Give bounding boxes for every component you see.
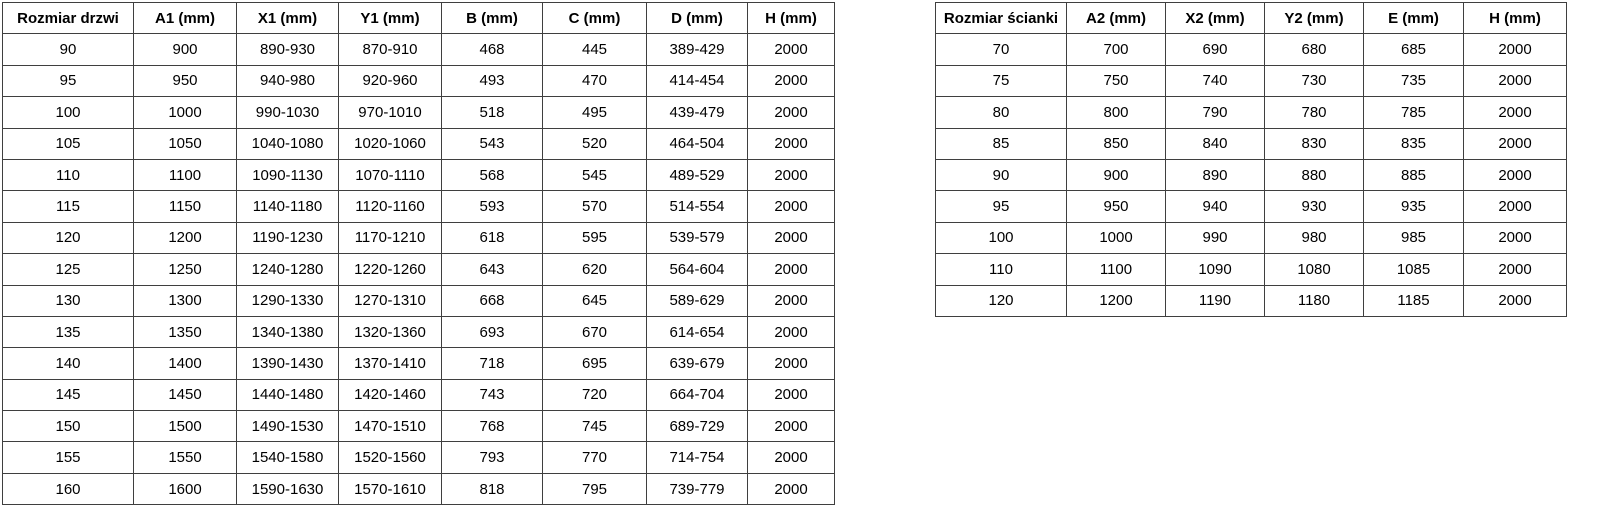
wall-size-table-body bbox=[936, 34, 1567, 317]
table-cell: 730 bbox=[1265, 65, 1364, 96]
table-cell: 589-629 bbox=[647, 285, 748, 316]
table-cell: 664-704 bbox=[647, 379, 748, 410]
table-cell: 618 bbox=[442, 222, 543, 253]
table-cell: 743 bbox=[442, 379, 543, 410]
table-cell: 1090-1130 bbox=[237, 159, 339, 190]
table-cell: 1220-1260 bbox=[339, 254, 442, 285]
table-cell: 739-779 bbox=[647, 473, 748, 504]
table-cell: 2000 bbox=[1464, 285, 1567, 316]
table-cell: 785 bbox=[1364, 97, 1464, 128]
table-cell: 1000 bbox=[1067, 222, 1166, 253]
table-row bbox=[936, 285, 1567, 316]
table-cell: 125 bbox=[3, 254, 134, 285]
wall-size-table bbox=[935, 2, 1567, 317]
table-cell: 468 bbox=[442, 34, 543, 65]
table-row bbox=[936, 65, 1567, 96]
table-row bbox=[3, 222, 835, 253]
column-header: Rozmiar drzwi bbox=[3, 3, 134, 34]
table-cell: 80 bbox=[936, 97, 1067, 128]
table-cell: 750 bbox=[1067, 65, 1166, 96]
table-row bbox=[3, 97, 835, 128]
table-cell: 595 bbox=[543, 222, 647, 253]
table-cell: 935 bbox=[1364, 191, 1464, 222]
table-row bbox=[3, 411, 835, 442]
table-cell: 980 bbox=[1265, 222, 1364, 253]
table-cell: 110 bbox=[3, 159, 134, 190]
table-cell: 2000 bbox=[748, 159, 835, 190]
table-cell: 90 bbox=[3, 34, 134, 65]
table-cell: 1520-1560 bbox=[339, 442, 442, 473]
table-cell: 2000 bbox=[748, 442, 835, 473]
table-cell: 145 bbox=[3, 379, 134, 410]
table-cell: 1340-1380 bbox=[237, 316, 339, 347]
table-cell: 1270-1310 bbox=[339, 285, 442, 316]
column-header: A1 (mm) bbox=[134, 3, 237, 34]
column-header: A2 (mm) bbox=[1067, 3, 1166, 34]
table-cell: 2000 bbox=[748, 34, 835, 65]
table-cell: 740 bbox=[1166, 65, 1265, 96]
table-cell: 105 bbox=[3, 128, 134, 159]
table-cell: 2000 bbox=[748, 285, 835, 316]
table-cell: 2000 bbox=[1464, 222, 1567, 253]
table-cell: 1390-1430 bbox=[237, 348, 339, 379]
table-cell: 850 bbox=[1067, 128, 1166, 159]
table-cell: 693 bbox=[442, 316, 543, 347]
table-cell: 2000 bbox=[748, 411, 835, 442]
table-cell: 990 bbox=[1166, 222, 1265, 253]
column-header: C (mm) bbox=[543, 3, 647, 34]
table-row bbox=[936, 254, 1567, 285]
table-cell: 1200 bbox=[1067, 285, 1166, 316]
table-cell: 940-980 bbox=[237, 65, 339, 96]
table-cell: 2000 bbox=[748, 254, 835, 285]
table-cell: 793 bbox=[442, 442, 543, 473]
table-cell: 818 bbox=[442, 473, 543, 504]
table-cell: 900 bbox=[134, 34, 237, 65]
table-cell: 930 bbox=[1265, 191, 1364, 222]
column-header: H (mm) bbox=[1464, 3, 1567, 34]
column-header: E (mm) bbox=[1364, 3, 1464, 34]
table-cell: 685 bbox=[1364, 34, 1464, 65]
table-cell: 718 bbox=[442, 348, 543, 379]
table-cell: 670 bbox=[543, 316, 647, 347]
table-cell: 543 bbox=[442, 128, 543, 159]
table-cell: 970-1010 bbox=[339, 97, 442, 128]
table-cell: 568 bbox=[442, 159, 543, 190]
table-row bbox=[3, 379, 835, 410]
table-cell: 1350 bbox=[134, 316, 237, 347]
table-cell: 885 bbox=[1364, 159, 1464, 190]
table-cell: 1040-1080 bbox=[237, 128, 339, 159]
table-cell: 645 bbox=[543, 285, 647, 316]
table-cell: 130 bbox=[3, 285, 134, 316]
table-cell: 1450 bbox=[134, 379, 237, 410]
table-row bbox=[3, 34, 835, 65]
column-header: B (mm) bbox=[442, 3, 543, 34]
table-cell: 2000 bbox=[748, 65, 835, 96]
column-header: X1 (mm) bbox=[237, 3, 339, 34]
table-cell: 2000 bbox=[1464, 65, 1567, 96]
table-cell: 2000 bbox=[1464, 128, 1567, 159]
table-cell: 2000 bbox=[1464, 34, 1567, 65]
table-row bbox=[3, 159, 835, 190]
table-cell: 110 bbox=[936, 254, 1067, 285]
table-row bbox=[3, 191, 835, 222]
table-cell: 593 bbox=[442, 191, 543, 222]
table-cell: 800 bbox=[1067, 97, 1166, 128]
table-cell: 680 bbox=[1265, 34, 1364, 65]
table-cell: 1020-1060 bbox=[339, 128, 442, 159]
table-cell: 115 bbox=[3, 191, 134, 222]
column-header: Y2 (mm) bbox=[1265, 3, 1364, 34]
table-row bbox=[3, 442, 835, 473]
table-cell: 735 bbox=[1364, 65, 1464, 96]
table-cell: 1185 bbox=[1364, 285, 1464, 316]
table-cell: 920-960 bbox=[339, 65, 442, 96]
table-cell: 100 bbox=[936, 222, 1067, 253]
table-cell: 1400 bbox=[134, 348, 237, 379]
wall-size-table-head bbox=[936, 3, 1567, 34]
door-size-table bbox=[2, 2, 835, 505]
table-cell: 100 bbox=[3, 97, 134, 128]
table-cell: 1290-1330 bbox=[237, 285, 339, 316]
table-cell: 140 bbox=[3, 348, 134, 379]
table-cell: 150 bbox=[3, 411, 134, 442]
table-cell: 1590-1630 bbox=[237, 473, 339, 504]
table-cell: 985 bbox=[1364, 222, 1464, 253]
table-cell: 950 bbox=[134, 65, 237, 96]
table-cell: 830 bbox=[1265, 128, 1364, 159]
table-cell: 470 bbox=[543, 65, 647, 96]
table-cell: 518 bbox=[442, 97, 543, 128]
table-cell: 720 bbox=[543, 379, 647, 410]
table-row bbox=[936, 222, 1567, 253]
header-row bbox=[936, 3, 1567, 34]
table-cell: 950 bbox=[1067, 191, 1166, 222]
table-cell: 1090 bbox=[1166, 254, 1265, 285]
table-cell: 570 bbox=[543, 191, 647, 222]
table-cell: 940 bbox=[1166, 191, 1265, 222]
table-row bbox=[936, 191, 1567, 222]
table-cell: 700 bbox=[1067, 34, 1166, 65]
table-row bbox=[936, 97, 1567, 128]
table-row bbox=[3, 65, 835, 96]
table-cell: 695 bbox=[543, 348, 647, 379]
table-cell: 1470-1510 bbox=[339, 411, 442, 442]
table-cell: 520 bbox=[543, 128, 647, 159]
table-row bbox=[3, 473, 835, 504]
table-row bbox=[3, 128, 835, 159]
table-cell: 1085 bbox=[1364, 254, 1464, 285]
door-size-table-head bbox=[3, 3, 835, 34]
table-cell: 2000 bbox=[748, 379, 835, 410]
table-cell: 1320-1360 bbox=[339, 316, 442, 347]
table-cell: 1370-1410 bbox=[339, 348, 442, 379]
table-cell: 1170-1210 bbox=[339, 222, 442, 253]
table-cell: 445 bbox=[543, 34, 647, 65]
table-cell: 900 bbox=[1067, 159, 1166, 190]
table-cell: 1250 bbox=[134, 254, 237, 285]
table-cell: 890 bbox=[1166, 159, 1265, 190]
table-cell: 990-1030 bbox=[237, 97, 339, 128]
table-cell: 495 bbox=[543, 97, 647, 128]
table-cell: 1000 bbox=[134, 97, 237, 128]
table-cell: 545 bbox=[543, 159, 647, 190]
table-cell: 870-910 bbox=[339, 34, 442, 65]
column-header: X2 (mm) bbox=[1166, 3, 1265, 34]
table-cell: 95 bbox=[936, 191, 1067, 222]
table-cell: 614-654 bbox=[647, 316, 748, 347]
table-row bbox=[936, 159, 1567, 190]
table-cell: 643 bbox=[442, 254, 543, 285]
table-cell: 1050 bbox=[134, 128, 237, 159]
table-cell: 2000 bbox=[748, 316, 835, 347]
table-cell: 2000 bbox=[748, 191, 835, 222]
table-cell: 160 bbox=[3, 473, 134, 504]
table-cell: 464-504 bbox=[647, 128, 748, 159]
table-cell: 1300 bbox=[134, 285, 237, 316]
table-cell: 2000 bbox=[748, 222, 835, 253]
table-cell: 1550 bbox=[134, 442, 237, 473]
table-cell: 2000 bbox=[748, 348, 835, 379]
table-cell: 2000 bbox=[1464, 191, 1567, 222]
table-cell: 1600 bbox=[134, 473, 237, 504]
table-cell: 1100 bbox=[1067, 254, 1166, 285]
table-row bbox=[936, 128, 1567, 159]
table-cell: 90 bbox=[936, 159, 1067, 190]
table-cell: 880 bbox=[1265, 159, 1364, 190]
table-cell: 564-604 bbox=[647, 254, 748, 285]
table-cell: 1570-1610 bbox=[339, 473, 442, 504]
table-cell: 2000 bbox=[748, 473, 835, 504]
table-cell: 840 bbox=[1166, 128, 1265, 159]
table-cell: 1120-1160 bbox=[339, 191, 442, 222]
table-cell: 795 bbox=[543, 473, 647, 504]
table-cell: 1100 bbox=[134, 159, 237, 190]
table-cell: 514-554 bbox=[647, 191, 748, 222]
table-cell: 1200 bbox=[134, 222, 237, 253]
table-cell: 1180 bbox=[1265, 285, 1364, 316]
table-cell: 70 bbox=[936, 34, 1067, 65]
table-cell: 1500 bbox=[134, 411, 237, 442]
table-cell: 85 bbox=[936, 128, 1067, 159]
table-cell: 414-454 bbox=[647, 65, 748, 96]
table-row bbox=[3, 285, 835, 316]
table-cell: 1420-1460 bbox=[339, 379, 442, 410]
table-cell: 1490-1530 bbox=[237, 411, 339, 442]
table-cell: 539-579 bbox=[647, 222, 748, 253]
table-cell: 668 bbox=[442, 285, 543, 316]
table-row bbox=[3, 316, 835, 347]
table-cell: 780 bbox=[1265, 97, 1364, 128]
table-cell: 75 bbox=[936, 65, 1067, 96]
table-cell: 770 bbox=[543, 442, 647, 473]
table-cell: 1440-1480 bbox=[237, 379, 339, 410]
table-cell: 1080 bbox=[1265, 254, 1364, 285]
table-cell: 790 bbox=[1166, 97, 1265, 128]
table-cell: 95 bbox=[3, 65, 134, 96]
table-cell: 120 bbox=[3, 222, 134, 253]
table-cell: 120 bbox=[936, 285, 1067, 316]
door-size-table-body bbox=[3, 34, 835, 505]
table-cell: 1240-1280 bbox=[237, 254, 339, 285]
table-row bbox=[3, 254, 835, 285]
table-row bbox=[936, 34, 1567, 65]
table-cell: 439-479 bbox=[647, 97, 748, 128]
header-row bbox=[3, 3, 835, 34]
table-cell: 745 bbox=[543, 411, 647, 442]
table-cell: 835 bbox=[1364, 128, 1464, 159]
table-cell: 620 bbox=[543, 254, 647, 285]
table-cell: 1150 bbox=[134, 191, 237, 222]
table-cell: 2000 bbox=[748, 128, 835, 159]
table-cell: 2000 bbox=[1464, 254, 1567, 285]
table-cell: 155 bbox=[3, 442, 134, 473]
table-cell: 890-930 bbox=[237, 34, 339, 65]
table-cell: 1190-1230 bbox=[237, 222, 339, 253]
table-cell: 389-429 bbox=[647, 34, 748, 65]
table-cell: 1140-1180 bbox=[237, 191, 339, 222]
table-cell: 714-754 bbox=[647, 442, 748, 473]
table-cell: 689-729 bbox=[647, 411, 748, 442]
table-cell: 2000 bbox=[1464, 97, 1567, 128]
column-header: Rozmiar ścianki bbox=[936, 3, 1067, 34]
table-cell: 690 bbox=[1166, 34, 1265, 65]
table-row bbox=[3, 348, 835, 379]
table-cell: 1190 bbox=[1166, 285, 1265, 316]
table-cell: 768 bbox=[442, 411, 543, 442]
table-cell: 639-679 bbox=[647, 348, 748, 379]
table-cell: 1540-1580 bbox=[237, 442, 339, 473]
table-cell: 493 bbox=[442, 65, 543, 96]
table-cell: 2000 bbox=[1464, 159, 1567, 190]
table-cell: 1070-1110 bbox=[339, 159, 442, 190]
column-header: Y1 (mm) bbox=[339, 3, 442, 34]
table-cell: 2000 bbox=[748, 97, 835, 128]
column-header: H (mm) bbox=[748, 3, 835, 34]
table-cell: 135 bbox=[3, 316, 134, 347]
table-cell: 489-529 bbox=[647, 159, 748, 190]
column-header: D (mm) bbox=[647, 3, 748, 34]
